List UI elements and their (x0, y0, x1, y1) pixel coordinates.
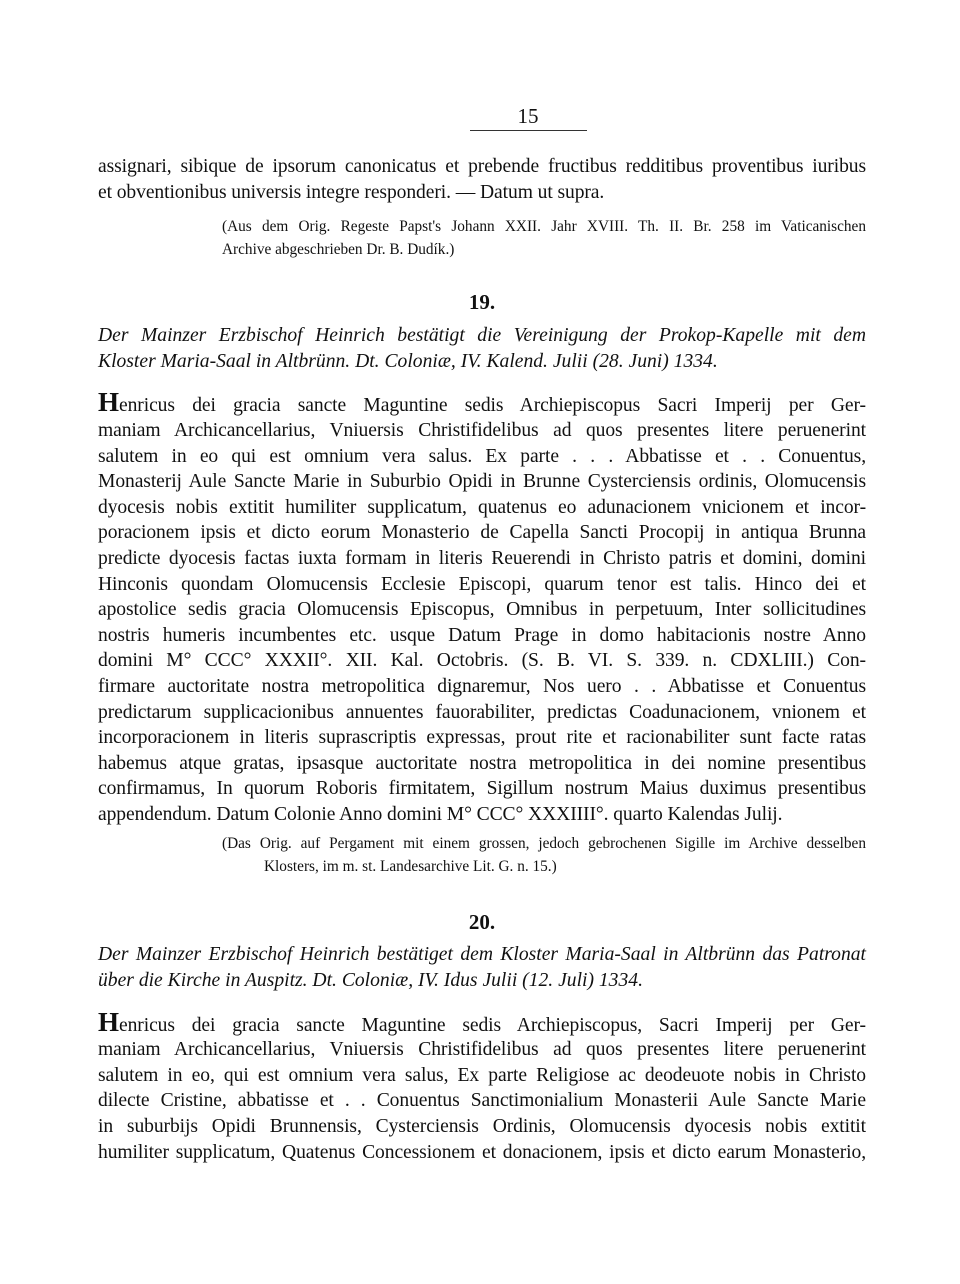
text-line: humiliter supplicatum, Quatenus Concessionem et donacionem, ipsis et dicto earum Monasterio, (98, 1142, 866, 1163)
note-line: Klosters, im m. st. Landesarchive Lit. G. n. 15.) (264, 858, 557, 875)
text-line: appendendum. Datum Colonie Anno domini M° CCC° XXXIIII°. quarto Kalendas Julij. (98, 804, 783, 825)
heading-line: Kloster Maria-Saal in Altbrünn. Dt. Coloniæ, IV. Kalend. Julii (28. Juni) 1334. (98, 351, 718, 372)
page-number (418, 104, 638, 131)
page-number-text: 15 (470, 104, 587, 131)
text-line: poracionem ipsis et dicto eorum Monasterio de Capella Sancti Procopij in antiqua Brunna (98, 522, 866, 543)
document-number: 19. (468, 290, 496, 314)
text-line: apostolice sedis gracia Olomucensis Episcopus, Omnibus in perpetuum, Inter sollicitudines (98, 599, 866, 620)
text-line: predictarum supplicacionibus annuentes fauorabiliter, predictas Coadunacionem, vnionem et (98, 702, 866, 723)
first-line-text: enricus dei gracia sancte Maguntine sedis Archiepiscopus Sacri Imperij per Ger- (119, 395, 866, 416)
first-line (98, 387, 866, 419)
initial-letter: H (98, 387, 120, 417)
first-line (98, 1007, 866, 1039)
note-line: (Das Orig. auf Pergament mit einem grossen, jedoch gebrochenen Sigille im Archive desselben (222, 835, 866, 852)
text-line: firmare auctoritate nostra metropolitica dignaremur, Nos uero . . Abbatisse et Conuentus (98, 676, 866, 697)
text-line: nostris humeris incumbentes etc. usque Datum Prage in domo habitacionis nostre Anno (98, 625, 866, 646)
text-line: in suburbijs Opidi Brunnensis, Cysterciensis Ordinis, Olomucensis dyocesis nobis extitit (98, 1116, 866, 1137)
text-line: dilecte Cristine, abbatisse et . . Conuentus Sanctimonialium Monasterii Aule Sancte Marie (98, 1090, 866, 1111)
initial-letter: H (98, 1007, 120, 1037)
document-number: 20. (468, 910, 496, 934)
text-line: et obventionibus universis integre responderi. — Datum ut supra. (98, 182, 605, 203)
note-line: (Aus dem Orig. Regeste Papst's Johann XXII. Jahr XVIII. Th. II. Br. 258 im Vaticanischen (222, 218, 866, 235)
text-line: assignari, sibique de ipsorum canonicatus et prebende fructibus redditibus proventibus iuribus (98, 156, 866, 177)
text-line: domini M° CCC° XXXII°. XII. Kal. Octobris. (S. B. VI. S. 339. n. CDXLIII.) Con- (98, 650, 866, 671)
text-line: Hinconis quondam Olomucensis Ecclesie Episcopi, quarum tenor est talis. Hinco dei et (98, 574, 866, 595)
text-line: incorporacionem in literis suprascriptis expressas, prout rite et racionabiliter sunt facte ratas (98, 727, 866, 748)
text-line: habemus atque gratas, ipsasque auctoritate nostra metropolitica in dei nomine presentibus (98, 753, 866, 774)
text-line: predicte dyocesis factas iuxta formam in literis Reuerendi in Christo patris et domini, domini (98, 548, 866, 569)
note-line: Archive abgeschrieben Dr. B. Dudík.) (222, 241, 455, 258)
text-line: salutem in eo qui est omnium vera salus. Ex parte . . . Abbatisse et . . Conuentus, (98, 446, 866, 467)
text-line: dyocesis nobis extitit humiliter supplicatum, quatenus eo adunacionem vnicionem et incor- (98, 497, 866, 518)
text-line: Monasterij Aule Sancte Marie in Suburbio Opidi in Brunne Cysterciensis ordinis, Olomucensis (98, 471, 866, 492)
text-line: salutem in eo, qui est omnium vera salus, Ex parte Religiose ac deodeuote nobis in Christo (98, 1065, 866, 1086)
first-line-text: enricus dei gracia sancte Maguntine sedis Archiepiscopus, Sacri Imperij per Ger- (119, 1015, 866, 1036)
heading-line: Der Mainzer Erzbischof Heinrich bestätigt die Vereinigung der Prokop-Kapelle mit dem (98, 325, 866, 346)
heading-line: Der Mainzer Erzbischof Heinrich bestätiget dem Kloster Maria-Saal in Altbrünn das Patronat (98, 944, 866, 965)
text-line: maniam Archicancellarius, Vniuersis Christifidelibus ad quos presentes litere peruenerint (98, 1039, 866, 1060)
text-line: maniam Archicancellarius, Vniuersis Christifidelibus ad quos presentes litere peruenerint (98, 420, 866, 441)
heading-line: über die Kirche in Auspitz. Dt. Coloniæ, IV. Idus Julii (12. Juli) 1334. (98, 970, 643, 991)
text-line: confirmamus, In quorum Roboris firmitatem, Sigillum nostrum Maius duximus presentibus (98, 778, 866, 799)
